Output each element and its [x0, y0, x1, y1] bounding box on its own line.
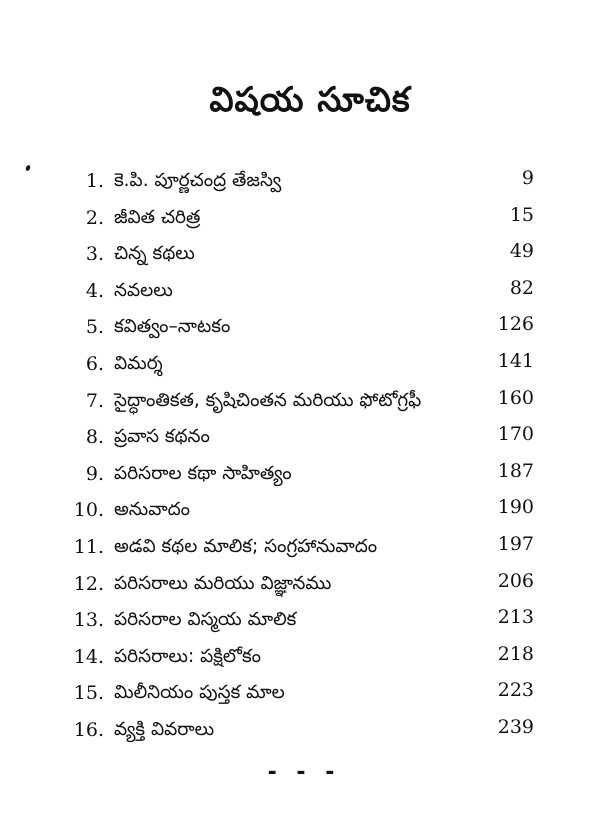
entry-title: జీవిత చరిత్ర [114, 206, 201, 228]
toc-entry [0, 532, 600, 569]
table-of-contents [0, 166, 600, 752]
entry-page: 49 [509, 240, 534, 263]
toc-entry [0, 459, 600, 496]
entry-page: 190 [497, 496, 534, 519]
entry-title: చిన్న కథలు [114, 243, 195, 265]
toc-entry [0, 349, 600, 386]
entry-page: 218 [497, 642, 534, 665]
entry-page: 170 [497, 423, 534, 446]
entry-title: మిలీనియం పుస్తక మాల [114, 682, 285, 704]
entry-title: పరిసరాల కథా సాహిత్యం [114, 462, 292, 484]
entry-number: 3. [85, 243, 104, 266]
entry-page: 213 [497, 606, 534, 629]
entry-number: 7. [85, 389, 104, 412]
entry-title: కె.పి. పూర్ణచంద్ర తేజస్వి [114, 170, 282, 191]
toc-entry [0, 312, 600, 349]
toc-entry [0, 605, 600, 642]
toc-entry [0, 386, 600, 423]
entry-number: 14. [73, 645, 104, 668]
entry-page: 82 [509, 276, 534, 299]
entry-title: వ్యక్తి వివరాలు [114, 718, 215, 740]
entry-page: 239 [497, 715, 534, 738]
entry-number: 1. [85, 170, 104, 192]
entry-page: 197 [497, 532, 534, 555]
toc-entry [0, 715, 600, 752]
entry-page: 206 [497, 569, 534, 592]
entry-number: 2. [85, 206, 104, 229]
entry-page: 141 [497, 349, 534, 372]
entry-page: 160 [497, 386, 534, 409]
entry-number: 6. [85, 352, 104, 375]
entry-number: 10. [73, 499, 104, 522]
entry-page: 223 [497, 679, 534, 702]
entry-number: 8. [85, 426, 104, 449]
entry-number: 9. [85, 462, 104, 485]
toc-entry [0, 569, 600, 606]
entry-title: ప్రవాస కథనం [114, 426, 210, 448]
entry-number: 13. [73, 609, 104, 632]
toc-entry [0, 239, 600, 276]
entry-page: 9 [521, 167, 534, 189]
entry-title: సైద్ధాంతికత, కృషిచింతన మరియు ఫోటోగ్రఫీ [114, 389, 422, 411]
entry-title: విమర్శ [114, 352, 163, 374]
toc-entry [0, 166, 600, 203]
entry-number: 5. [85, 316, 104, 339]
toc-entry [0, 422, 600, 459]
toc-entry [0, 642, 600, 679]
entry-number: 11. [73, 535, 104, 558]
entry-page: 15 [509, 203, 534, 226]
entry-page: 187 [497, 459, 534, 482]
entry-title: అనువాదం [114, 499, 191, 521]
toc-entry [0, 678, 600, 715]
entry-title: అడవి కథల మాలిక; సంగ్రహానువాదం [114, 535, 378, 557]
entry-number: 4. [85, 279, 104, 302]
entry-title: పరిసరాలు: పక్షిలోకం [114, 645, 262, 667]
end-separator: - - - [267, 760, 341, 785]
page-title: విషయ సూచిక [209, 80, 411, 120]
entry-title: కవిత్వం–నాటకం [114, 316, 231, 338]
toc-entry [0, 276, 600, 313]
entry-page: 126 [497, 313, 534, 336]
entry-title: నవలలు [114, 279, 173, 301]
entry-number: 12. [73, 572, 104, 595]
entry-title: పరిసరాలు మరియు విజ్ఞానము [114, 572, 332, 594]
toc-entry [0, 495, 600, 532]
entry-title: పరిసరాల విస్మయ మాలిక [114, 609, 297, 631]
toc-entry [0, 203, 600, 240]
entry-number: 15. [73, 682, 104, 705]
entry-number: 16. [73, 718, 104, 741]
